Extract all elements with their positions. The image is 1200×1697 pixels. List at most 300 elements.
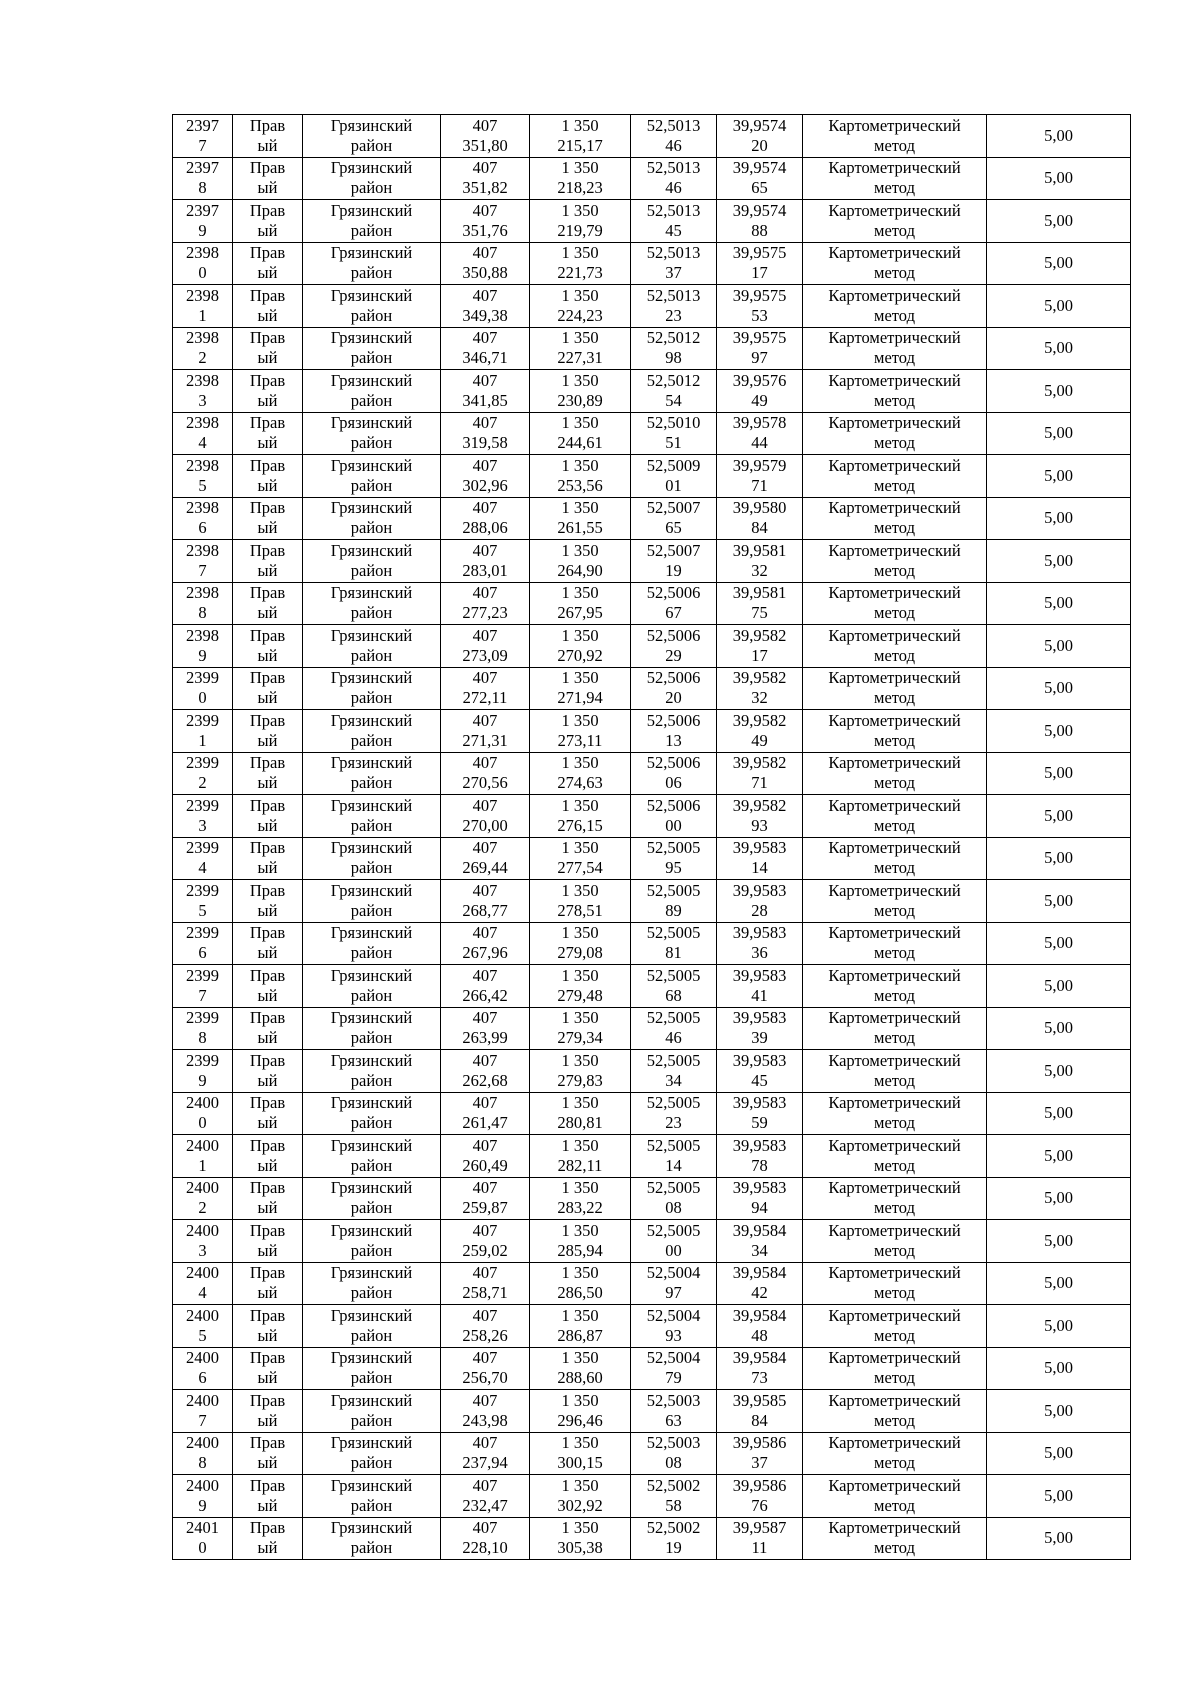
method-cell-line-1: Картометрический (828, 710, 961, 730)
accuracy-cell: 5,00 (987, 752, 1131, 795)
point-number-cell (173, 795, 233, 838)
coord-x-cell-line-2: 350,88 (462, 263, 508, 283)
coord-y-cell-line-2: 267,95 (557, 603, 603, 623)
district-cell (303, 1432, 441, 1475)
method-cell (803, 497, 987, 540)
method-cell-line-1: Картометрический (828, 1178, 961, 1198)
point-number-cell-line-1: 2397 (186, 115, 219, 135)
district-cell-line-1: Грязинский (330, 1518, 413, 1538)
coord-y-cell-line-1: 1 350 (561, 1008, 599, 1028)
district-cell (303, 837, 441, 880)
bank-cell-line-1: Прав (249, 1050, 286, 1070)
latitude-cell-line-1: 52,5006 (646, 710, 701, 730)
longitude-cell-line-2: 76 (751, 1495, 768, 1515)
method-cell-line-1: Картометрический (828, 1390, 961, 1410)
method-cell-line-1: Картометрический (828, 200, 961, 220)
coord-x-cell-line-2: 272,11 (462, 688, 508, 708)
coord-x-cell (441, 1135, 530, 1178)
district-cell (303, 1517, 441, 1560)
longitude-cell-line-2: 39 (751, 1028, 768, 1048)
method-cell (803, 965, 987, 1008)
latitude-cell (631, 795, 717, 838)
latitude-cell-line-1: 52,5009 (646, 455, 701, 475)
longitude-cell (717, 1007, 803, 1050)
table-row (173, 1050, 1131, 1093)
coord-x-cell (441, 710, 530, 753)
coord-x-cell-line-2: 259,02 (462, 1240, 508, 1260)
bank-cell (233, 497, 303, 540)
district-cell (303, 667, 441, 710)
coord-x-cell-line-1: 407 (472, 838, 498, 858)
table-row (173, 327, 1131, 370)
method-cell (803, 1050, 987, 1093)
accuracy-cell: 5,00 (987, 370, 1131, 413)
method-cell-line-2: метод (874, 475, 915, 495)
method-cell (803, 795, 987, 838)
coord-x-cell-line-1: 407 (472, 540, 498, 560)
coord-y-cell-line-2: 244,61 (557, 433, 603, 453)
coord-x-cell-line-2: 270,56 (462, 773, 508, 793)
coord-x-cell (441, 115, 530, 158)
district-cell (303, 625, 441, 668)
latitude-cell-line-2: 37 (665, 263, 682, 283)
coord-y-cell (530, 667, 631, 710)
longitude-cell-line-2: 49 (751, 390, 768, 410)
coord-y-cell (530, 1475, 631, 1518)
latitude-cell (631, 625, 717, 668)
accuracy-cell: 5,00 (987, 1177, 1131, 1220)
method-cell-line-1: Картометрический (828, 795, 961, 815)
method-cell-line-2: метод (874, 645, 915, 665)
point-number-cell-line-1: 2400 (186, 1433, 219, 1453)
point-number-cell (173, 922, 233, 965)
method-cell (803, 582, 987, 625)
latitude-cell-line-2: 95 (665, 858, 682, 878)
longitude-cell (717, 880, 803, 923)
accuracy-cell: 5,00 (987, 1432, 1131, 1475)
point-number-cell (173, 965, 233, 1008)
point-number-cell-line-2: 6 (198, 1368, 207, 1388)
bank-cell (233, 1135, 303, 1178)
latitude-cell-line-2: 19 (665, 1538, 682, 1558)
latitude-cell (631, 710, 717, 753)
point-number-cell-line-2: 1 (198, 305, 207, 325)
latitude-cell-line-2: 68 (665, 985, 682, 1005)
method-cell (803, 200, 987, 243)
longitude-cell-line-2: 75 (751, 603, 768, 623)
point-number-cell-line-1: 2398 (186, 285, 219, 305)
method-cell (803, 1177, 987, 1220)
longitude-cell (717, 115, 803, 158)
coord-x-cell-line-1: 407 (472, 158, 498, 178)
latitude-cell-line-1: 52,5006 (646, 583, 701, 603)
point-number-cell-line-1: 2398 (186, 540, 219, 560)
longitude-cell-line-2: 59 (751, 1113, 768, 1133)
district-cell-line-2: район (350, 1283, 393, 1303)
coord-x-cell (441, 880, 530, 923)
method-cell (803, 1262, 987, 1305)
district-cell-line-2: район (350, 135, 393, 155)
coord-y-cell (530, 1517, 631, 1560)
point-number-cell-line-2: 0 (198, 263, 207, 283)
latitude-cell (631, 157, 717, 200)
bank-cell-line-1: Прав (249, 455, 286, 475)
coord-y-cell-line-1: 1 350 (561, 1390, 599, 1410)
bank-cell (233, 115, 303, 158)
latitude-cell-line-1: 52,5007 (646, 498, 701, 518)
longitude-cell-line-2: 53 (751, 305, 768, 325)
method-cell (803, 1092, 987, 1135)
accuracy-cell: 5,00 (987, 922, 1131, 965)
district-cell-line-2: район (350, 263, 393, 283)
longitude-cell (717, 1262, 803, 1305)
coord-x-cell-line-1: 407 (472, 1390, 498, 1410)
bank-cell (233, 242, 303, 285)
latitude-cell-line-1: 52,5005 (646, 1178, 701, 1198)
table-row (173, 497, 1131, 540)
district-cell-line-1: Грязинский (330, 880, 413, 900)
coord-y-cell-line-1: 1 350 (561, 285, 599, 305)
table-row (173, 1432, 1131, 1475)
bank-cell-line-1: Прав (249, 370, 286, 390)
longitude-cell-line-2: 45 (751, 1070, 768, 1090)
point-number-cell-line-2: 4 (198, 433, 207, 453)
longitude-cell-line-2: 42 (751, 1283, 768, 1303)
point-number-cell (173, 1347, 233, 1390)
latitude-cell-line-1: 52,5005 (646, 1050, 701, 1070)
coord-x-cell-line-2: 277,23 (462, 603, 508, 623)
point-number-cell-line-1: 2398 (186, 370, 219, 390)
longitude-cell-line-2: 37 (751, 1453, 768, 1473)
latitude-cell-line-2: 58 (665, 1495, 682, 1515)
coord-y-cell (530, 157, 631, 200)
latitude-cell-line-1: 52,5013 (646, 158, 701, 178)
longitude-cell (717, 200, 803, 243)
district-cell (303, 880, 441, 923)
latitude-cell (631, 285, 717, 328)
longitude-cell-line-1: 39,9583 (732, 965, 787, 985)
coord-x-cell-line-2: 228,10 (462, 1538, 508, 1558)
method-cell-line-1: Картометрический (828, 625, 961, 645)
coord-y-cell-line-2: 278,51 (557, 900, 603, 920)
latitude-cell (631, 667, 717, 710)
table-row (173, 582, 1131, 625)
coord-y-cell-line-1: 1 350 (561, 115, 599, 135)
latitude-cell (631, 1517, 717, 1560)
latitude-cell-line-1: 52,5005 (646, 1008, 701, 1028)
bank-cell-line-2: ый (257, 1113, 278, 1133)
bank-cell-line-1: Прав (249, 1263, 286, 1283)
coord-x-cell-line-1: 407 (472, 285, 498, 305)
longitude-cell-line-1: 39,9584 (732, 1263, 787, 1283)
coord-x-cell-line-1: 407 (472, 1220, 498, 1240)
coord-y-cell-line-1: 1 350 (561, 1348, 599, 1368)
latitude-cell-line-1: 52,5002 (646, 1518, 701, 1538)
district-cell (303, 710, 441, 753)
coord-y-cell (530, 880, 631, 923)
method-cell (803, 540, 987, 583)
coord-y-cell-line-2: 302,92 (557, 1495, 603, 1515)
coord-x-cell-line-1: 407 (472, 1305, 498, 1325)
district-cell-line-2: район (350, 1368, 393, 1388)
coord-x-cell (441, 1475, 530, 1518)
point-number-cell-line-2: 1 (198, 1155, 207, 1175)
longitude-cell (717, 837, 803, 880)
bank-cell-line-2: ый (257, 645, 278, 665)
bank-cell-line-2: ый (257, 1198, 278, 1218)
district-cell (303, 1177, 441, 1220)
point-number-cell (173, 455, 233, 498)
coord-y-cell (530, 1092, 631, 1135)
latitude-cell (631, 1475, 717, 1518)
coord-x-cell-line-1: 407 (472, 1135, 498, 1155)
coord-y-cell-line-1: 1 350 (561, 1178, 599, 1198)
latitude-cell-line-2: 19 (665, 560, 682, 580)
bank-cell (233, 1050, 303, 1093)
table-row (173, 1135, 1131, 1178)
coord-x-cell-line-2: 319,58 (462, 433, 508, 453)
coord-y-cell-line-2: 221,73 (557, 263, 603, 283)
longitude-cell-line-2: 88 (751, 220, 768, 240)
latitude-cell (631, 412, 717, 455)
point-number-cell-line-1: 2400 (186, 1305, 219, 1325)
table-row (173, 540, 1131, 583)
bank-cell-line-2: ый (257, 858, 278, 878)
point-number-cell-line-1: 2400 (186, 1475, 219, 1495)
table-row (173, 1305, 1131, 1348)
coord-y-cell (530, 795, 631, 838)
table-row (173, 1007, 1131, 1050)
method-cell-line-2: метод (874, 178, 915, 198)
point-number-cell-line-1: 2399 (186, 668, 219, 688)
table-row (173, 1390, 1131, 1433)
point-number-cell-line-1: 2397 (186, 200, 219, 220)
bank-cell (233, 1007, 303, 1050)
latitude-cell (631, 455, 717, 498)
bank-cell-line-1: Прав (249, 413, 286, 433)
bank-cell-line-1: Прав (249, 115, 286, 135)
longitude-cell-line-2: 84 (751, 1410, 768, 1430)
district-cell-line-1: Грязинский (330, 1305, 413, 1325)
method-cell (803, 880, 987, 923)
point-number-cell (173, 115, 233, 158)
district-cell-line-1: Грязинский (330, 328, 413, 348)
bank-cell-line-2: ый (257, 1368, 278, 1388)
coord-x-cell (441, 455, 530, 498)
table-row (173, 667, 1131, 710)
longitude-cell-line-1: 39,9583 (732, 1050, 787, 1070)
point-number-cell-line-1: 2397 (186, 158, 219, 178)
point-number-cell (173, 1135, 233, 1178)
longitude-cell (717, 327, 803, 370)
district-cell (303, 540, 441, 583)
latitude-cell-line-1: 52,5006 (646, 753, 701, 773)
accuracy-cell: 5,00 (987, 1050, 1131, 1093)
latitude-cell-line-1: 52,5004 (646, 1348, 701, 1368)
coord-y-cell-line-2: 305,38 (557, 1538, 603, 1558)
table-row (173, 1220, 1131, 1263)
bank-cell (233, 157, 303, 200)
longitude-cell-line-1: 39,9585 (732, 1390, 787, 1410)
coord-y-cell-line-2: 283,22 (557, 1198, 603, 1218)
method-cell (803, 1475, 987, 1518)
longitude-cell-line-2: 17 (751, 645, 768, 665)
accuracy-cell: 5,00 (987, 412, 1131, 455)
coord-y-cell-line-2: 279,83 (557, 1070, 603, 1090)
method-cell-line-1: Картометрический (828, 158, 961, 178)
latitude-cell-line-1: 52,5012 (646, 370, 701, 390)
district-cell-line-2: район (350, 603, 393, 623)
coord-y-cell-line-2: 280,81 (557, 1113, 603, 1133)
point-number-cell-line-2: 2 (198, 348, 207, 368)
bank-cell-line-2: ый (257, 1028, 278, 1048)
method-cell-line-2: метод (874, 1283, 915, 1303)
point-number-cell (173, 1220, 233, 1263)
point-number-cell-line-2: 4 (198, 1283, 207, 1303)
latitude-cell (631, 1050, 717, 1093)
coord-x-cell-line-2: 263,99 (462, 1028, 508, 1048)
point-number-cell-line-2: 8 (198, 178, 207, 198)
longitude-cell-line-1: 39,9575 (732, 328, 787, 348)
latitude-cell (631, 242, 717, 285)
coord-y-cell-line-2: 288,60 (557, 1368, 603, 1388)
latitude-cell-line-2: 79 (665, 1368, 682, 1388)
longitude-cell-line-2: 71 (751, 475, 768, 495)
point-number-cell-line-1: 2398 (186, 455, 219, 475)
latitude-cell (631, 837, 717, 880)
district-cell-line-2: район (350, 1410, 393, 1430)
table-row (173, 1347, 1131, 1390)
coord-x-cell-line-2: 351,76 (462, 220, 508, 240)
point-number-cell-line-1: 2398 (186, 498, 219, 518)
latitude-cell (631, 1305, 717, 1348)
district-cell-line-2: район (350, 560, 393, 580)
accuracy-cell: 5,00 (987, 1007, 1131, 1050)
point-number-cell-line-2: 9 (198, 1070, 207, 1090)
accuracy-cell: 5,00 (987, 1135, 1131, 1178)
coord-y-cell (530, 455, 631, 498)
longitude-cell (717, 285, 803, 328)
longitude-cell (717, 1517, 803, 1560)
longitude-cell (717, 497, 803, 540)
coord-y-cell (530, 1432, 631, 1475)
coord-y-cell-line-1: 1 350 (561, 370, 599, 390)
coord-x-cell (441, 1347, 530, 1390)
coord-y-cell (530, 1220, 631, 1263)
district-cell (303, 582, 441, 625)
coord-x-cell (441, 837, 530, 880)
point-number-cell (173, 1007, 233, 1050)
coord-y-cell-line-1: 1 350 (561, 1135, 599, 1155)
method-cell-line-1: Картометрический (828, 923, 961, 943)
district-cell-line-1: Грязинский (330, 370, 413, 390)
point-number-cell (173, 1390, 233, 1433)
coord-x-cell-line-1: 407 (472, 498, 498, 518)
coord-y-cell (530, 497, 631, 540)
district-cell (303, 1050, 441, 1093)
longitude-cell (717, 1475, 803, 1518)
district-cell-line-2: район (350, 985, 393, 1005)
table-row (173, 455, 1131, 498)
latitude-cell-line-1: 52,5012 (646, 328, 701, 348)
latitude-cell-line-2: 20 (665, 688, 682, 708)
district-cell-line-2: район (350, 348, 393, 368)
point-number-cell-line-1: 2401 (186, 1518, 219, 1538)
latitude-cell-line-2: 97 (665, 1283, 682, 1303)
method-cell-line-2: метод (874, 1240, 915, 1260)
district-cell-line-1: Грязинский (330, 710, 413, 730)
method-cell (803, 1517, 987, 1560)
district-cell (303, 1220, 441, 1263)
coord-y-cell-line-2: 277,54 (557, 858, 603, 878)
method-cell-line-1: Картометрический (828, 540, 961, 560)
latitude-cell-line-1: 52,5002 (646, 1475, 701, 1495)
point-number-cell-line-1: 2398 (186, 413, 219, 433)
bank-cell-line-1: Прав (249, 1433, 286, 1453)
longitude-cell (717, 1050, 803, 1093)
bank-cell-line-1: Прав (249, 923, 286, 943)
method-cell-line-2: метод (874, 1368, 915, 1388)
coord-y-cell-line-2: 227,31 (557, 348, 603, 368)
bank-cell (233, 1092, 303, 1135)
coord-y-cell-line-1: 1 350 (561, 1518, 599, 1538)
method-cell-line-1: Картометрический (828, 1433, 961, 1453)
latitude-cell (631, 880, 717, 923)
coord-x-cell-line-1: 407 (472, 1178, 498, 1198)
longitude-cell (717, 1390, 803, 1433)
district-cell-line-2: район (350, 220, 393, 240)
latitude-cell-line-2: 34 (665, 1070, 682, 1090)
district-cell-line-1: Грязинский (330, 498, 413, 518)
latitude-cell-line-2: 46 (665, 1028, 682, 1048)
accuracy-cell: 5,00 (987, 285, 1131, 328)
latitude-cell (631, 1220, 717, 1263)
latitude-cell-line-2: 00 (665, 1240, 682, 1260)
coord-y-cell-line-2: 300,15 (557, 1453, 603, 1473)
longitude-cell-line-2: 34 (751, 1240, 768, 1260)
coord-y-cell (530, 327, 631, 370)
district-cell (303, 370, 441, 413)
coord-y-cell-line-2: 215,17 (557, 135, 603, 155)
coord-x-cell-line-2: 346,71 (462, 348, 508, 368)
point-number-cell (173, 625, 233, 668)
coord-x-cell-line-1: 407 (472, 328, 498, 348)
longitude-cell-line-2: 28 (751, 900, 768, 920)
method-cell-line-1: Картометрический (828, 753, 961, 773)
coord-x-cell-line-2: 261,47 (462, 1113, 508, 1133)
coord-x-cell-line-1: 407 (472, 583, 498, 603)
district-cell-line-2: район (350, 1325, 393, 1345)
accuracy-cell: 5,00 (987, 837, 1131, 880)
method-cell (803, 1135, 987, 1178)
coord-y-cell (530, 200, 631, 243)
point-number-cell-line-2: 9 (198, 1495, 207, 1515)
district-cell (303, 1135, 441, 1178)
latitude-cell-line-1: 52,5005 (646, 923, 701, 943)
coord-x-cell (441, 582, 530, 625)
district-cell (303, 497, 441, 540)
coord-y-cell (530, 115, 631, 158)
accuracy-cell: 5,00 (987, 1305, 1131, 1348)
district-cell (303, 200, 441, 243)
district-cell (303, 115, 441, 158)
coord-y-cell-line-2: 264,90 (557, 560, 603, 580)
district-cell (303, 1347, 441, 1390)
method-cell-line-1: Картометрический (828, 1008, 961, 1028)
coord-x-cell-line-1: 407 (472, 1348, 498, 1368)
table-row (173, 242, 1131, 285)
method-cell-line-2: метод (874, 433, 915, 453)
